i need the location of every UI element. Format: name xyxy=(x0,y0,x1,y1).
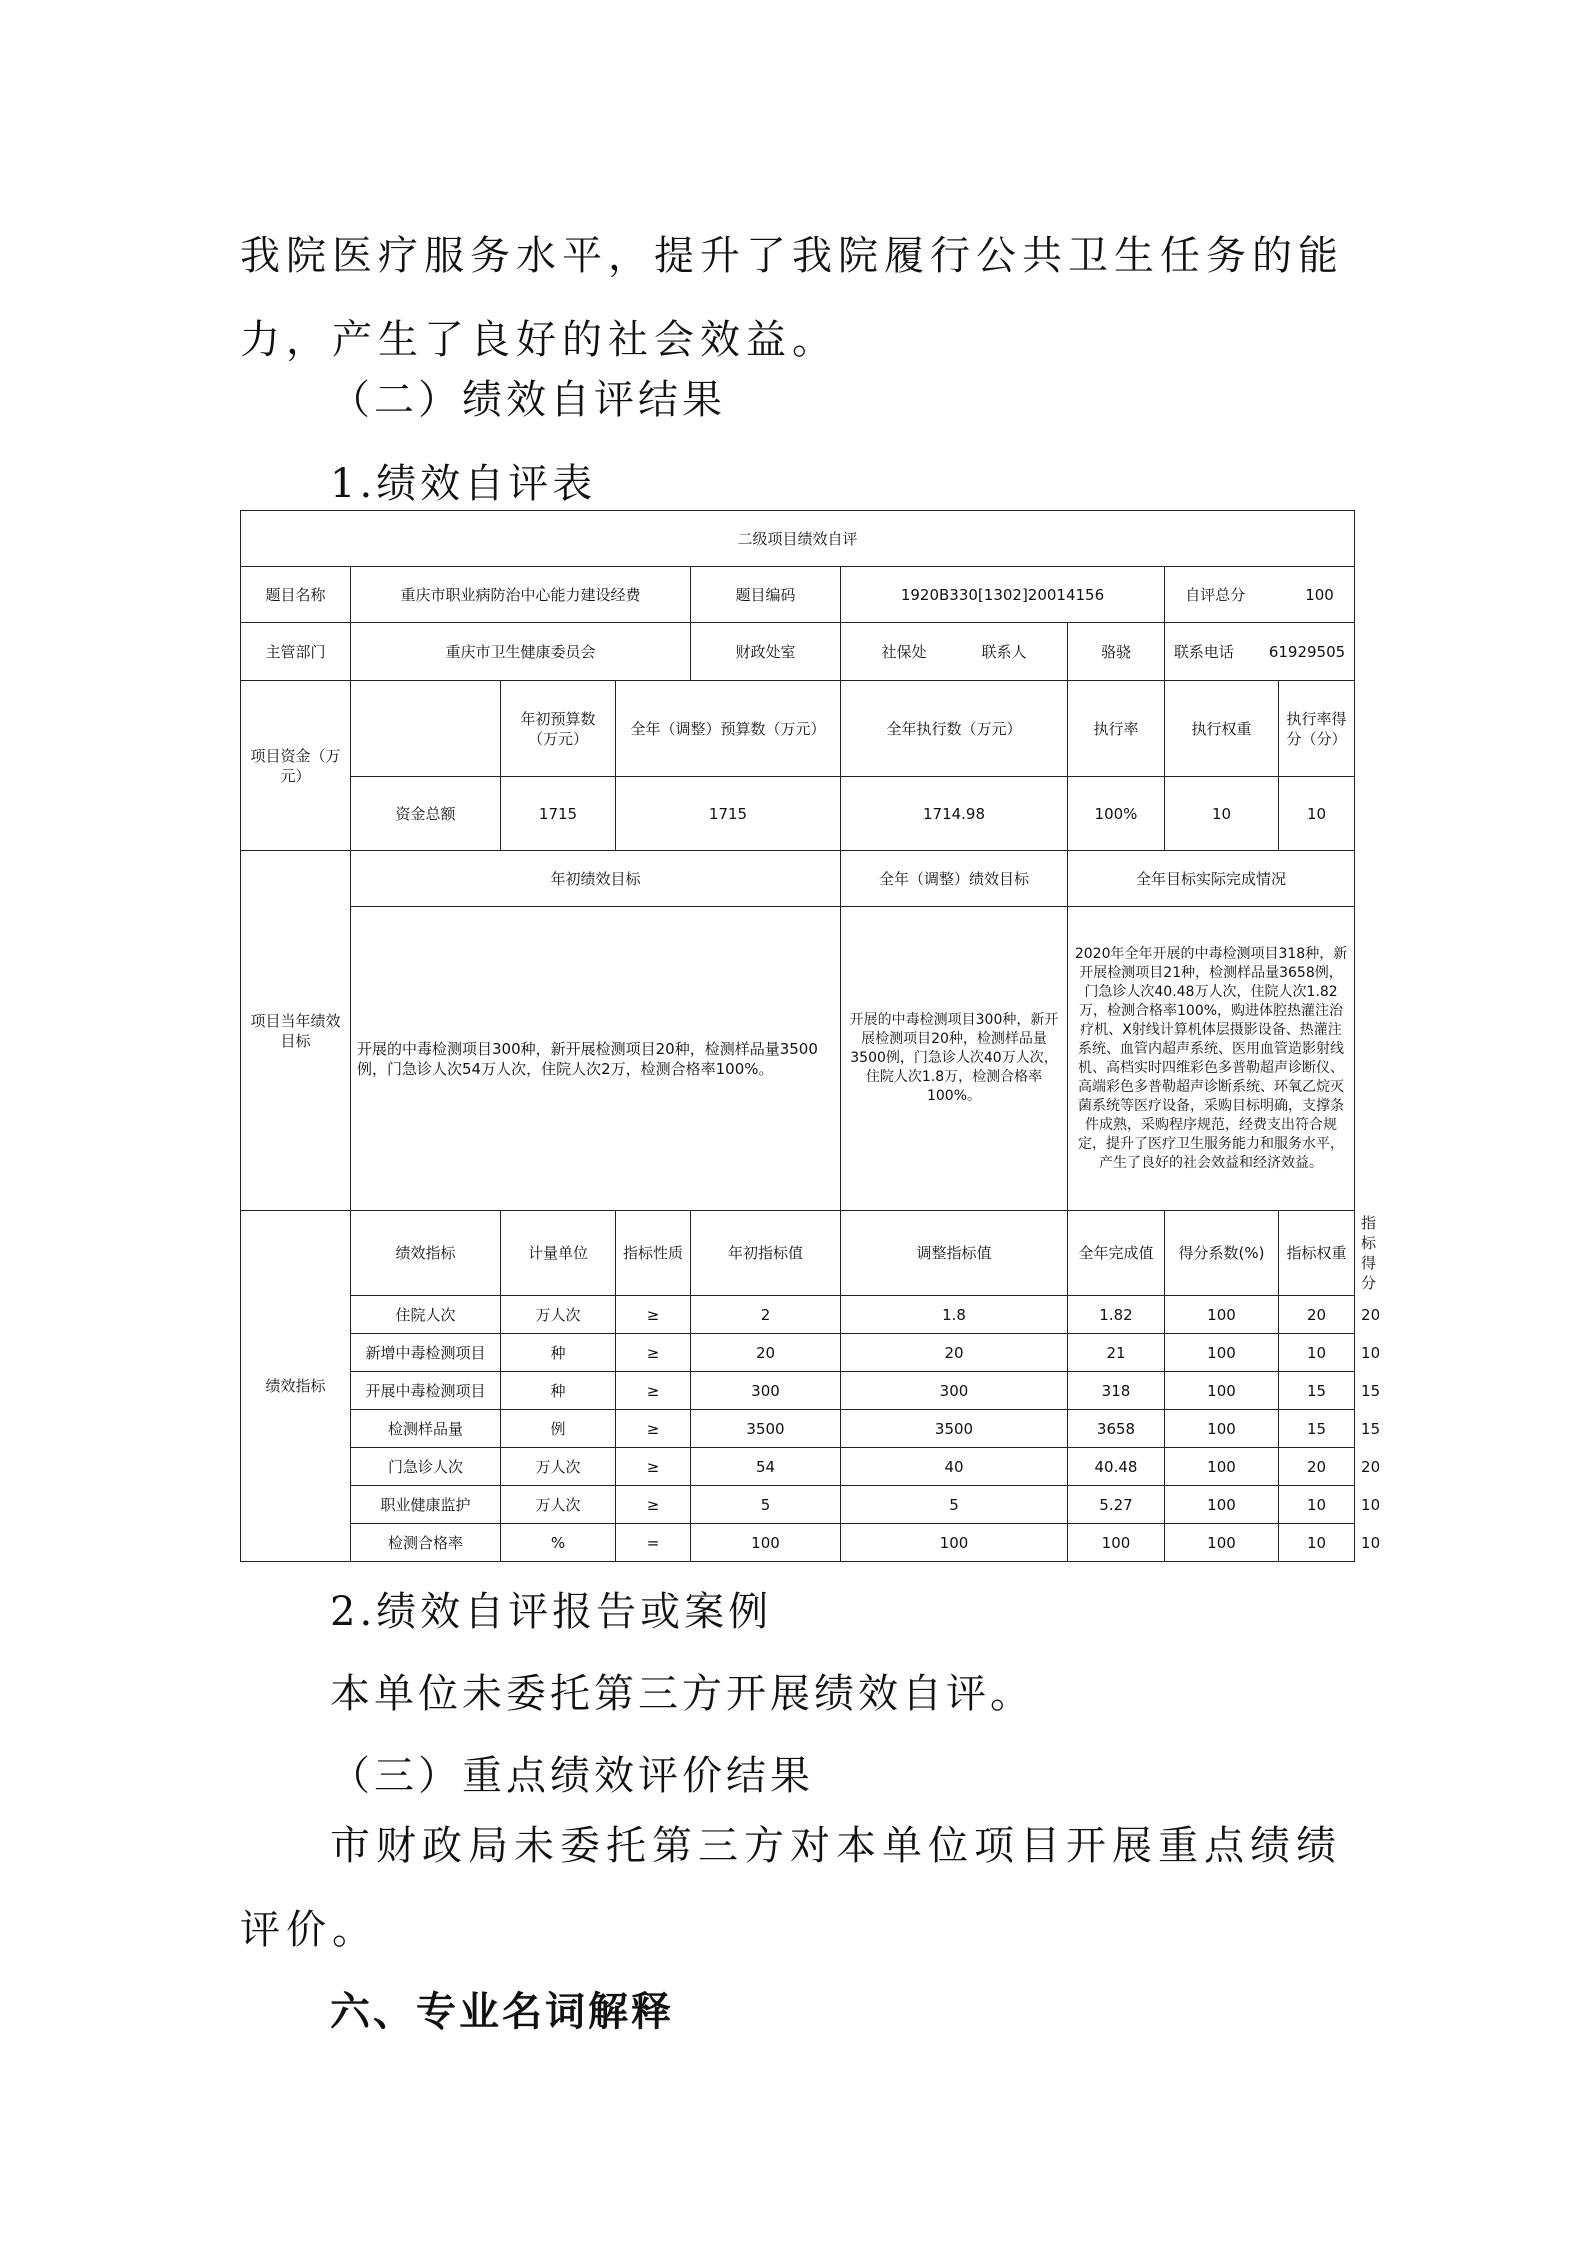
phone-cell xyxy=(1165,623,1355,681)
ind-nature: ≥ xyxy=(616,1486,691,1524)
ind-header: 得分系数(%) xyxy=(1165,1211,1279,1296)
total-label: 资金总额 xyxy=(351,777,501,851)
goal-adjusted: 开展的中毒检测项目300种，新开展检测项目20种，检测样品量3500例，门急诊人次40万人次，住院人次1.8万，检测合格率100%。 xyxy=(841,907,1068,1211)
office-cell xyxy=(841,623,1068,681)
ind-name: 住院人次 xyxy=(351,1296,501,1334)
ind-initial: 300 xyxy=(691,1372,841,1410)
table-row: 职业健康监护 万人次 ≥ 5 5 5.27 100 10 10 xyxy=(241,1486,1355,1524)
funds-header-blank xyxy=(351,681,501,777)
adjusted-budget: 1715 xyxy=(616,777,841,851)
ind-name: 职业健康监护 xyxy=(351,1486,501,1524)
col-exec-rate: 执行率 xyxy=(1068,681,1165,777)
ind-unit: % xyxy=(501,1524,616,1562)
ind-coef: 100 xyxy=(1165,1410,1279,1448)
ind-weight: 20 xyxy=(1279,1296,1355,1334)
exec-rate: 100% xyxy=(1068,777,1165,851)
ind-initial: 3500 xyxy=(691,1410,841,1448)
table-title: 二级项目绩效自评 xyxy=(241,511,1355,567)
ind-adjusted: 5 xyxy=(841,1486,1068,1524)
project-name: 重庆市职业病防治中心能力建设经费 xyxy=(351,567,691,623)
ind-initial: 5 xyxy=(691,1486,841,1524)
funds-label: 项目资金（万元） xyxy=(241,681,351,851)
ind-coef: 100 xyxy=(1165,1448,1279,1486)
ind-header: 调整指标值 xyxy=(841,1211,1068,1296)
ind-initial: 2 xyxy=(691,1296,841,1334)
goal-actual-label: 全年目标实际完成情况 xyxy=(1068,851,1355,907)
ind-weight: 20 xyxy=(1279,1448,1355,1486)
ind-initial: 100 xyxy=(691,1524,841,1562)
ind-header: 计量单位 xyxy=(501,1211,616,1296)
ind-unit: 种 xyxy=(501,1334,616,1372)
subheading-self-eval-table: 1.绩效自评表 xyxy=(330,461,597,507)
table-row: 开展中毒检测项目 种 ≥ 300 300 318 100 15 15 xyxy=(241,1372,1355,1410)
phone: 61929505 xyxy=(1268,642,1346,661)
contact-label: 联系人 xyxy=(981,642,1027,661)
initial-budget: 1715 xyxy=(501,777,616,851)
ind-coef: 100 xyxy=(1165,1296,1279,1334)
goal-adjusted-label: 全年（调整）绩效目标 xyxy=(841,851,1068,907)
table-row: 检测合格率 % = 100 100 100 100 10 10 xyxy=(241,1524,1355,1562)
ind-name: 检测样品量 xyxy=(351,1410,501,1448)
ind-weight: 10 xyxy=(1279,1486,1355,1524)
executed: 1714.98 xyxy=(841,777,1068,851)
table-row: 住院人次 万人次 ≥ 2 1.8 1.82 100 20 20 xyxy=(241,1296,1355,1334)
phone-label: 联系电话 xyxy=(1173,642,1234,661)
ind-actual: 3658 xyxy=(1068,1410,1165,1448)
ind-name: 门急诊人次 xyxy=(351,1448,501,1486)
dept: 重庆市卫生健康委员会 xyxy=(351,623,691,681)
subheading-report: 2.绩效自评报告或案例 xyxy=(330,1589,773,1635)
table-row: 新增中毒检测项目 种 ≥ 20 20 21 100 10 10 xyxy=(241,1334,1355,1372)
goal-actual: 2020年全年开展的中毒检测项目318种，新开展检测项目21种，检测样品量3658例，门急诊人次40.48万人次，住院人次1.82万，检测合格率100%，购进体腔热灌注治疗机、X射线计算机体层摄影设备、热灌注系统、血管内超声系统、医用血管造影射线机、高档实时四维彩色多普勒超声诊断仪、高端彩色多普勒超声诊断系统、环氧乙烷灭菌系统等医疗设备，采购目标明确，支撑条件成熟，采购程序规范，经费支出符合规定，提升了医疗卫生服务能力和服务水平，产生了良好的社会效益和经济效益。 xyxy=(1068,907,1355,1211)
office: 社保处 xyxy=(881,642,927,661)
project-name-label: 题目名称 xyxy=(241,567,351,623)
ind-unit: 万人次 xyxy=(501,1296,616,1334)
col-initial-budget: 年初预算数（万元） xyxy=(501,681,616,777)
table-row: 检测样品量 例 ≥ 3500 3500 3658 100 15 15 xyxy=(241,1410,1355,1448)
performance-table: 二级项目绩效自评 题目名称 重庆市职业病防治中心能力建设经费 题目编码 1920B330[1302]20014156 自评总分 100 主管部门 重庆市卫生健康委员会 财政处室 社保处 联系人 骆骁 联系电话 61929505 项目资金（万元） 年初预算数（万元） 全年（调整）预算数（万元） 全年执行数（万元） 执行率 执行权重 执行率得分（分） 资金总额 1715 1715 1714.98 100% 10 10 项目当年绩效目标 年初绩效目标 全年（调整）绩效目标 全年目标实际完成情况 开展的中毒检测项目300种，新开展检测项目20种，检测样品量3500例，门急诊人次54万人次，住院人次2万，检测合格率100%。 开展的中毒检测项目300种，新开展检测项目20种，检测样品量3500例，门急诊人次40万人次，住院人次1.8万，检测合格率100%。 2020年全年开展的中毒检测项目318种，新开展检测项目21种，检测样品量3658例，门急诊人次40.48万人次，住院人次1.82万，检测合格率100%，购进体腔热灌注治疗机、X射线计算机体层摄影设备、热灌注系统、血管内超声系统、医用血管造影射线机、高档实时四维彩色多普勒超声诊断仪、高端彩色多普勒超声诊断系统、环氧乙烷灭菌系统等医疗设备，采购目标明确，支撑条件成熟，采购程序规范，经费支出符合规定，提升了医疗卫生服务能力和服务水平，产生了良好的社会效益和经济效益。 绩效指标 绩效指标 计量单位 指标性质 年初指标值 调整指标值 全年完成值 得分系数(%) 指标权重 指标得分 住院人次 万人次 ≥ 2 1.8 1.82 100 20 20 新增中毒检测项目 种 ≥ 20 20 21 100 10 10 开展中毒检测项目 种 ≥ 300 300 318 100 15 15 检测样品量 例 ≥ 3500 3500 3658 100 15 15 门急诊人次 万人次 ≥ 54 40 40.48 100 20 20 职业健康监护 万人次 ≥ 5 5 5.27 100 10 10 检测合格率 % = 100 100 100 100 10 10 xyxy=(240,510,1355,1562)
col-adjusted-budget: 全年（调整）预算数（万元） xyxy=(616,681,841,777)
ind-header: 绩效指标 xyxy=(351,1211,501,1296)
ind-nature: ≥ xyxy=(616,1372,691,1410)
ind-weight: 10 xyxy=(1279,1524,1355,1562)
ind-nature: ≥ xyxy=(616,1334,691,1372)
indicators-label: 绩效指标 xyxy=(241,1211,351,1562)
score-total-label: 自评总分 xyxy=(1185,585,1246,604)
section-heading-glossary: 六、专业名词解释 xyxy=(330,1989,674,2035)
ind-unit: 例 xyxy=(501,1410,616,1448)
dept-label: 主管部门 xyxy=(241,623,351,681)
ind-unit: 万人次 xyxy=(501,1486,616,1524)
intro-paragraph: 我院医疗服务水平，提升了我院履行公共卫生任务的能力，产生了良好的社会效益。 xyxy=(240,233,1344,363)
ind-header: 全年完成值 xyxy=(1068,1211,1165,1296)
ind-adjusted: 20 xyxy=(841,1334,1068,1372)
ind-header: 年初指标值 xyxy=(691,1211,841,1296)
ind-coef: 100 xyxy=(1165,1372,1279,1410)
ind-adjusted: 1.8 xyxy=(841,1296,1068,1334)
report-paragraph: 本单位未委托第三方开展绩效自评。 xyxy=(330,1671,1034,1717)
goals-label: 项目当年绩效目标 xyxy=(241,851,351,1211)
ind-nature: = xyxy=(616,1524,691,1562)
exec-score: 10 xyxy=(1279,777,1355,851)
ind-nature: ≥ xyxy=(616,1410,691,1448)
ind-weight: 15 xyxy=(1279,1410,1355,1448)
ind-actual: 21 xyxy=(1068,1334,1165,1372)
score-total: 100 xyxy=(1305,585,1334,604)
ind-nature: ≥ xyxy=(616,1296,691,1334)
ind-nature: ≥ xyxy=(616,1448,691,1486)
ind-weight: 15 xyxy=(1279,1372,1355,1410)
section-heading-results: （二）绩效自评结果 xyxy=(330,377,726,423)
ind-initial: 20 xyxy=(691,1334,841,1372)
office-label: 财政处室 xyxy=(691,623,841,681)
key-eval-paragraph: 市财政局未委托第三方对本单位项目开展重点绩绩评价。 xyxy=(240,1823,1342,1953)
project-code: 1920B330[1302]20014156 xyxy=(841,567,1165,623)
ind-adjusted: 100 xyxy=(841,1524,1068,1562)
col-executed: 全年执行数（万元） xyxy=(841,681,1068,777)
ind-weight: 10 xyxy=(1279,1334,1355,1372)
exec-weight: 10 xyxy=(1165,777,1279,851)
contact: 骆骁 xyxy=(1068,623,1165,681)
ind-unit: 种 xyxy=(501,1372,616,1410)
table-row: 门急诊人次 万人次 ≥ 54 40 40.48 100 20 20 xyxy=(241,1448,1355,1486)
ind-adjusted: 3500 xyxy=(841,1410,1068,1448)
ind-unit: 万人次 xyxy=(501,1448,616,1486)
score-total-cell xyxy=(1165,567,1355,623)
col-exec-weight: 执行权重 xyxy=(1165,681,1279,777)
ind-actual: 318 xyxy=(1068,1372,1165,1410)
ind-adjusted: 40 xyxy=(841,1448,1068,1486)
ind-adjusted: 300 xyxy=(841,1372,1068,1410)
goal-initial-label: 年初绩效目标 xyxy=(351,851,841,907)
ind-name: 新增中毒检测项目 xyxy=(351,1334,501,1372)
ind-coef: 100 xyxy=(1165,1486,1279,1524)
ind-name: 检测合格率 xyxy=(351,1524,501,1562)
ind-actual: 5.27 xyxy=(1068,1486,1165,1524)
project-code-label: 题目编码 xyxy=(691,567,841,623)
ind-actual: 1.82 xyxy=(1068,1296,1165,1334)
ind-coef: 100 xyxy=(1165,1524,1279,1562)
ind-header: 指标性质 xyxy=(616,1211,691,1296)
section-heading-key-eval: （三）重点绩效评价结果 xyxy=(330,1753,814,1799)
ind-coef: 100 xyxy=(1165,1334,1279,1372)
ind-initial: 54 xyxy=(691,1448,841,1486)
ind-name: 开展中毒检测项目 xyxy=(351,1372,501,1410)
ind-header: 指标权重 xyxy=(1279,1211,1355,1296)
col-exec-score: 执行率得分（分） xyxy=(1279,681,1355,777)
goal-initial: 开展的中毒检测项目300种，新开展检测项目20种，检测样品量3500例，门急诊人次54万人次，住院人次2万，检测合格率100%。 xyxy=(351,907,841,1211)
ind-actual: 40.48 xyxy=(1068,1448,1165,1486)
ind-actual: 100 xyxy=(1068,1524,1165,1562)
